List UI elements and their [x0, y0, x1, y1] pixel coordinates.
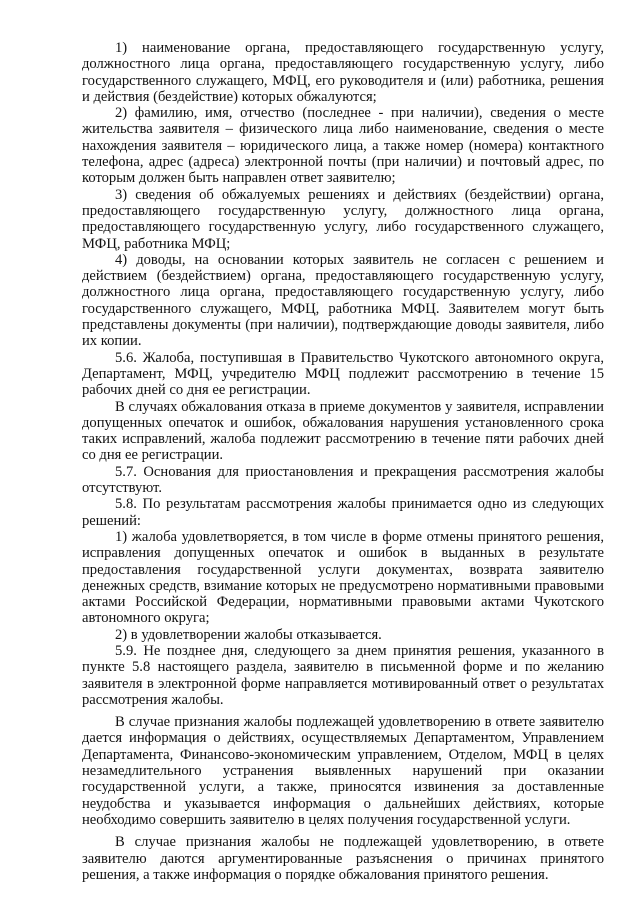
paragraph-item-3: 3) сведения об обжалуемых решениях и действиях (бездействии) органа, предоставляющего государственную услугу, должностного лица органа, предоставляющего государственную услугу, либо государственного служащего, МФЦ, работника МФЦ;	[82, 186, 604, 252]
paragraph-item-4: 4) доводы, на основании которых заявитель не согласен с решением и действием (бездействием) органа, предоставляющего государственную услугу, должностного лица органа, предоставляющего государственную услугу, либо государственного служащего, МФЦ, работника МФЦ. Заявителем могут быть представлены документы (при наличии), подтверждающие доводы заявителя, либо их копии.	[82, 251, 604, 350]
paragraph-rejected-case: В случае признания жалобы не подлежащей удовлетворению, в ответе заявителю даются аргументированные разъяснения о причинах принятого решения, а также информация о порядке обжалования принятого решения.	[82, 834, 604, 883]
paragraph-5-7: 5.7. Основания для приостановления и прекращения рассмотрения жалобы отсутствуют.	[82, 463, 604, 497]
paragraph-5-8: 5.8. По результатам рассмотрения жалобы принимается одно из следующих решений:	[82, 496, 604, 529]
paragraph-item-2: 2) фамилию, имя, отчество (последнее - при наличии), сведения о месте жительства заявителя – физического лица либо наименование, сведения о месте нахождения заявителя – юридического лица, а также номер (номера) контактного телефона, адрес (адреса) электронной почты (при наличии) и почтовый адрес, по которым должен быть направлен ответ заявителю;	[82, 105, 604, 187]
paragraph-5-9: 5.9. Не позднее дня, следующего за днем принятия решения, указанного в пункте 5.8 настоящего раздела, заявителю в письменной форме и по желанию заявителя в электронной форме направляется мотивированный ответ о результатах рассмотрения жалобы.	[82, 642, 604, 708]
paragraph-refusal-cases: В случаях обжалования отказа в приеме документов у заявителя, исправлении допущенных опечаток и ошибок, обжалования нарушения установленного срока таких исправлений, жалоба подлежит рассмотрению в течение пяти рабочих дней со дня ее регистрации.	[82, 398, 604, 464]
document-body	[82, 40, 604, 883]
paragraph-satisfied-case: В случае признания жалобы подлежащей удовлетворению в ответе заявителю дается информация о действиях, осуществляемых Департаментом, Управлением Департамента, Финансово-экономическим управлением, Отделом, МФЦ в целях незамедлительного устранения выявленных нарушений при оказании государственной услуги, а также, приносятся извинения за доставленные неудобства и указывается информация о дальнейших действиях, которые необходимо совершить заявителю в целях получения государственной услуги.	[82, 714, 604, 828]
paragraph-decision-2: 2) в удовлетворении жалобы отказывается.	[115, 626, 382, 643]
paragraph-decision-1: 1) жалоба удовлетворяется, в том числе в форме отмены принятого решения, исправления допущенных опечаток и ошибок в выданных в результате предоставления государственной услуги документах, возврата заявителю денежных средств, взимание которых не предусмотрено нормативными правовыми актами Российской Федерации, нормативными правовыми актами Чукотского автономного округа;	[82, 528, 604, 627]
paragraph-item-1: 1) наименование органа, предоставляющего государственную услугу, должностного лица органа, предоставляющего государственную услугу, либо государственного служащего, МФЦ, его руководителя и (или) работника, решения и действия (бездействие) которых обжалуются;	[82, 40, 604, 105]
paragraph-5-6: 5.6. Жалоба, поступившая в Правительство Чукотского автономного округа, Департамент, МФЦ, учредителю МФЦ подлежит рассмотрению в течение 15 рабочих дней со дня ее регистрации.	[82, 349, 604, 399]
